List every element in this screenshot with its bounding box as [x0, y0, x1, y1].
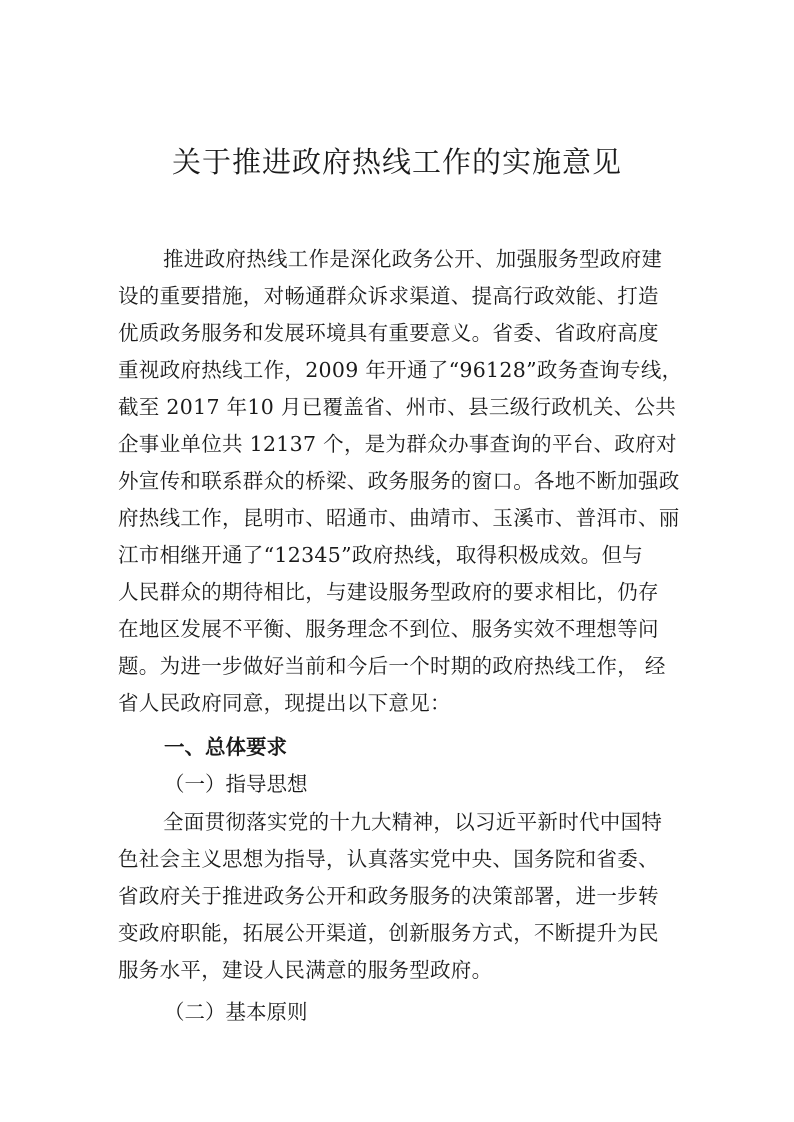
paragraph-line: 截至 2017 年10 月已覆盖省、州市、县三级行政机关、公共	[118, 395, 677, 419]
paragraph-line: 在地区发展不平衡、服务理念不到位、服务实效不理想等问	[118, 617, 659, 641]
paragraph-line: 省政府关于推进政务公开和政务服务的决策部署，进一步转	[118, 884, 659, 908]
paragraph-line: 题。为进一步做好当前和今后一个时期的政府热线工作， 经	[118, 654, 666, 678]
subsection-heading-guiding-thought: （一）指导思想	[164, 772, 308, 796]
paragraph-line: 重视政府热线工作，2009 年开通了“96128”政务查询专线，	[118, 358, 683, 382]
paragraph-line: 江市相继开通了“12345”政府热线，取得积极成效。但与	[118, 543, 644, 567]
paragraph-line: 外宣传和联系群众的桥梁、政务服务的窗口。各地不断加强政	[118, 469, 680, 493]
section-heading-general-requirements: 一、总体要求	[164, 735, 287, 759]
subsection-heading-basic-principles: （二）基本原则	[164, 1000, 308, 1024]
document-title: 关于推进政府热线工作的实施意见	[171, 145, 622, 179]
paragraph-line: 优质政务服务和发展环境具有重要意义。省委、省政府高度	[118, 321, 659, 345]
paragraph-intro	[118, 241, 683, 722]
paragraph-line: 色社会主义思想为指导，认真落实党中央、国务院和省委、	[118, 847, 659, 871]
paragraph-line: 服务水平，建设人民满意的服务型政府。	[118, 958, 493, 982]
paragraph-line: 企事业单位共 12137 个，是为群众办事查询的平台、政府对	[118, 432, 677, 456]
paragraph-line: 府热线工作，昆明市、昭通市、曲靖市、玉溪市、普洱市、丽	[118, 506, 680, 530]
paragraph-line: 省人民政府同意，现提出以下意见：	[118, 691, 451, 715]
paragraph-line: 设的重要措施，对畅通群众诉求渠道、提高行政效能、打造	[118, 284, 659, 308]
paragraph-line: 人民群众的期待相比，与建设服务型政府的要求相比，仍存	[118, 580, 659, 604]
paragraph-line: 全面贯彻落实党的十九大精神，以习近平新时代中国特	[163, 810, 663, 834]
paragraph-line: 推进政府热线工作是深化政务公开、加强服务型政府建	[163, 247, 663, 271]
paragraph-line: 变政府职能，拓展公开渠道，创新服务方式，不断提升为民	[118, 921, 659, 945]
paragraph-guiding-thought	[118, 804, 678, 989]
